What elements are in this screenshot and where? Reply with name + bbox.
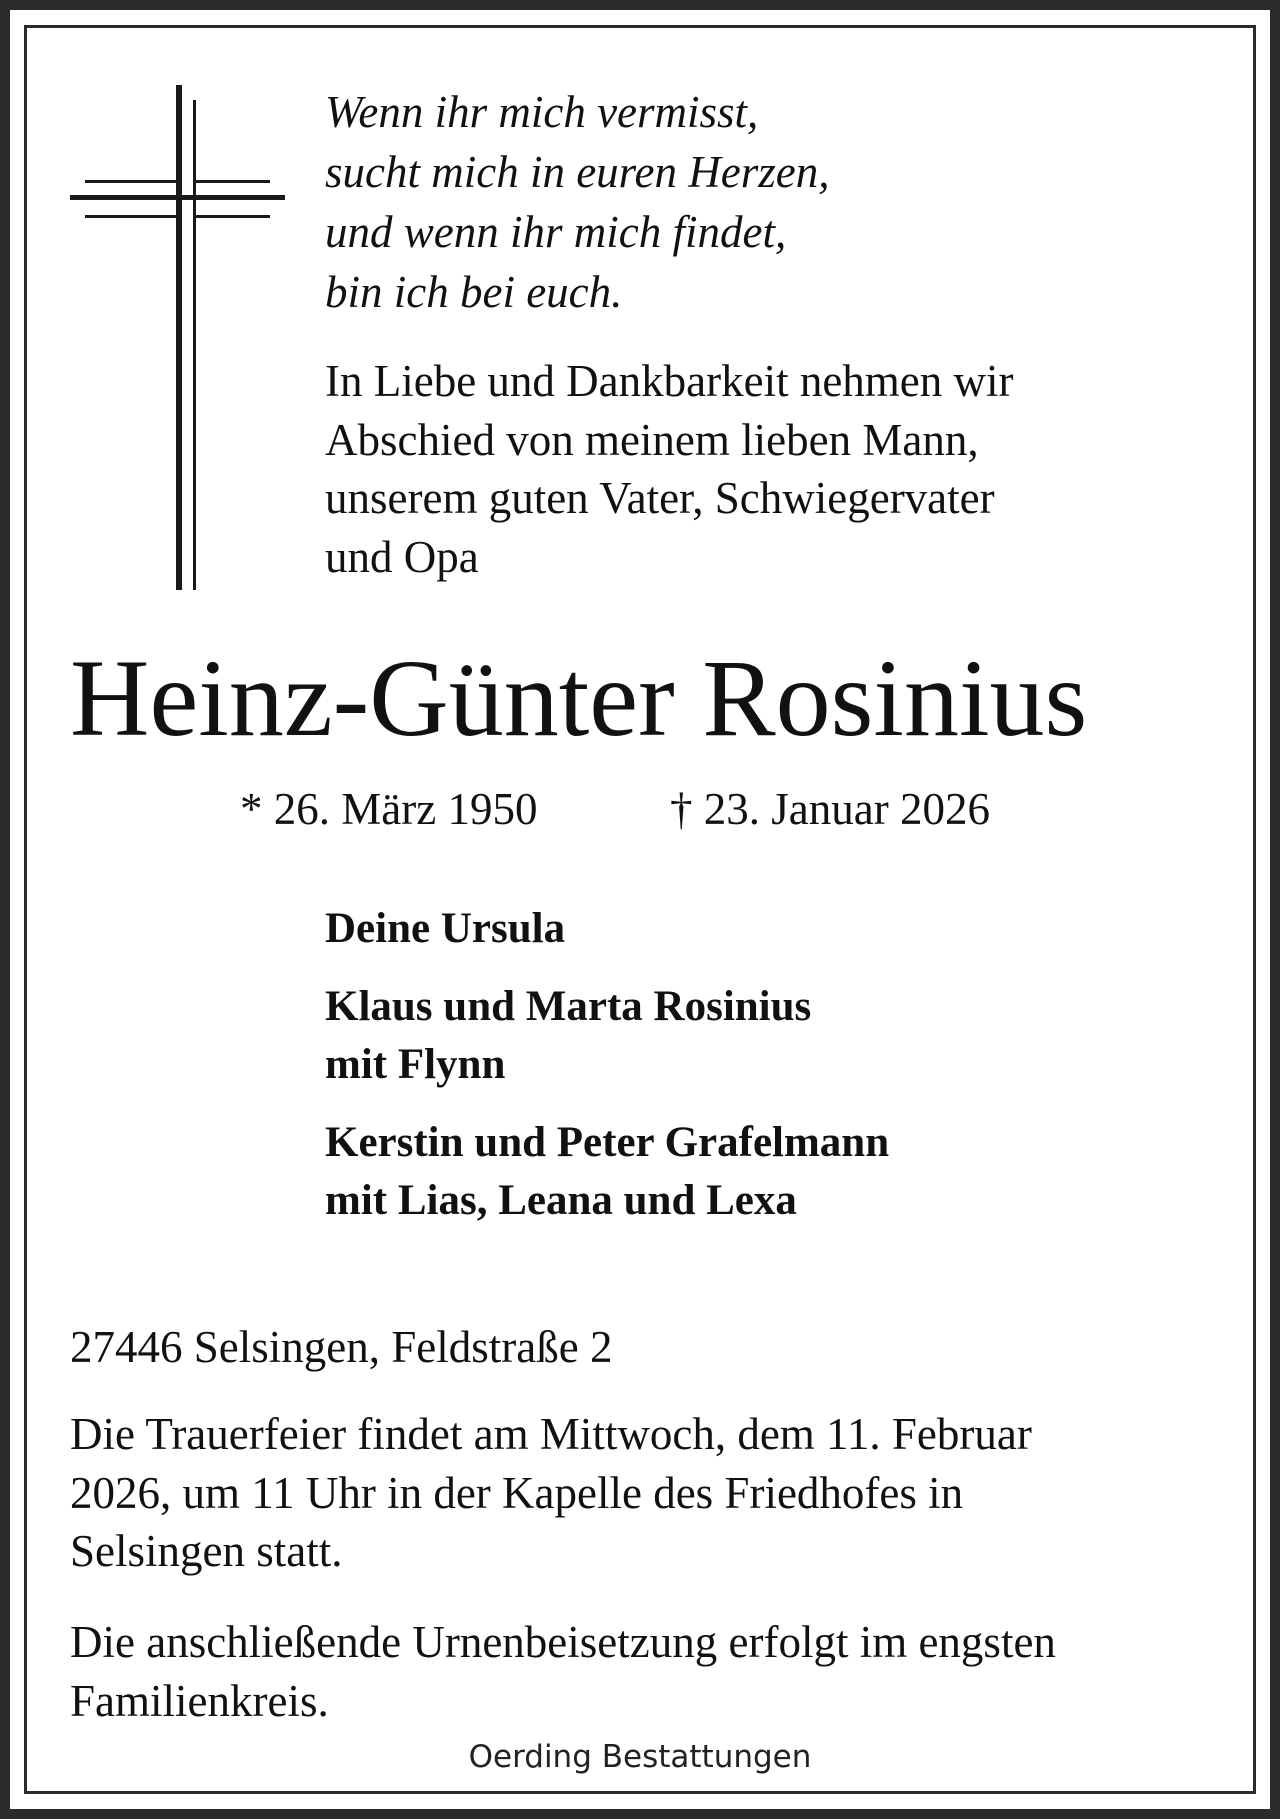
- family-line: Klaus und Marta Rosinius: [325, 983, 812, 1030]
- intro-line: Abschied von meinem lieben Mann,: [325, 414, 979, 465]
- address-line: 27446 Selsingen, Feldstraße 2: [70, 1322, 613, 1372]
- family-group: [325, 978, 889, 1094]
- funeral-home-credit: Oerding Bestattungen: [468, 1739, 812, 1775]
- poem: [325, 82, 829, 322]
- family-group: [325, 1114, 889, 1230]
- deceased-name: Heinz-Günter Rosinius: [70, 637, 1088, 759]
- poem-line: sucht mich in euren Herzen,: [325, 147, 830, 197]
- family-group: [325, 900, 889, 958]
- intro-line: unserem guten Vater, Schwiegervater: [325, 473, 995, 523]
- service-line: Selsingen statt.: [70, 1526, 343, 1576]
- family-line: mit Lias, Leana und Lexa: [325, 1177, 797, 1224]
- service-line: 2026, um 11 Uhr in der Kapelle des Friedhofes in: [70, 1467, 964, 1518]
- poem-line: und wenn ihr mich findet,: [325, 207, 787, 257]
- death-date: † 23. Januar 2026: [670, 784, 990, 834]
- burial-info: [70, 1613, 1056, 1730]
- family-line: Deine Ursula: [325, 905, 566, 952]
- poem-line: Wenn ihr mich vermisst,: [325, 87, 759, 137]
- burial-line: Familienkreis.: [70, 1675, 329, 1726]
- intro-line: In Liebe und Dankbarkeit nehmen wir: [325, 356, 1014, 406]
- service-info: [70, 1405, 1032, 1581]
- address: [70, 1318, 612, 1376]
- cross-icon: [70, 85, 285, 590]
- family-signatures: [325, 900, 889, 1250]
- family-line: Kerstin und Peter Grafelmann: [325, 1119, 890, 1166]
- poem-line: bin ich bei euch.: [325, 267, 623, 317]
- intro-text: [325, 352, 1014, 586]
- burial-line: Die anschließende Urnenbeisetzung erfolgt im engsten: [70, 1617, 1056, 1667]
- family-line: mit Flynn: [325, 1041, 506, 1088]
- service-line: Die Trauerfeier findet am Mittwoch, dem 11. Februar: [70, 1409, 1032, 1459]
- intro-line: und Opa: [325, 531, 479, 582]
- birth-date: * 26. März 1950: [240, 784, 538, 834]
